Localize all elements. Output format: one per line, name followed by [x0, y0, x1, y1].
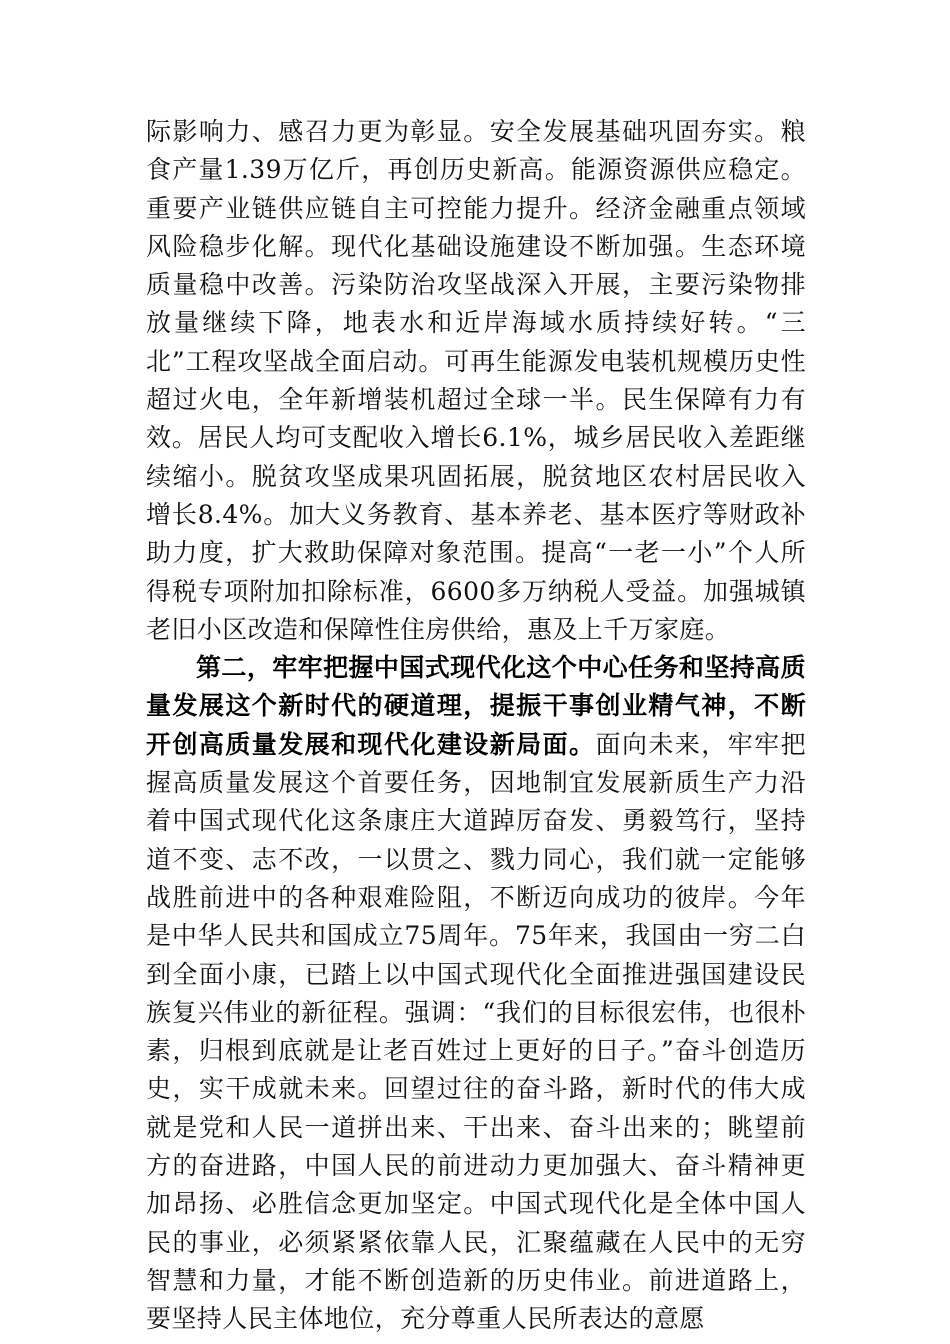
document-body [146, 113, 806, 1339]
paragraph-2-bold-lead: 第二，牢牢把握中国式现代化这个中心任务和坚持高质量发展这个新时代的硬道理，提振干事创业精气神，不断开创高质量发展和现代化建设新局面。 [146, 653, 806, 759]
paragraph-1 [146, 113, 806, 649]
paragraph-1-text: 际影响力、感召力更为彰显。安全发展基础巩固夯实。粮食产量1.39万亿斤，再创历史新高。能源资源供应稳定。重要产业链供应链自主可控能力提升。经济金融重点领域风险稳步化解。现代化基础设施建设不断加强。生态环境质量稳中改善。污染防治攻坚战深入开展，主要污染物排放量继续下降，地表水和近岸海域水质持续好转。“三北”工程攻坚战全面启动。可再生能源发电装机规模历史性超过火电，全年新增装机超过全球一半。民生保障有力有效。居民人均可支配收入增长6.1%，城乡居民收入差距继续缩小。脱贫攻坚成果巩固拓展，脱贫地区农村居民收入增长8.4%。加大义务教育、基本养老、基本医疗等财政补助力度，扩大救助保障对象范围。提高“一老一小”个人所得税专项附加扣除标准，6600多万纳税人受益。加强城镇老旧小区改造和保障性住房供给，惠及上千万家庭。 [146, 117, 806, 644]
paragraph-2 [146, 649, 806, 1338]
paragraph-2-text: 面向未来，牢牢把握高质量发展这个首要任务，因地制宜发展新质生产力沿着中国式现代化这条康庄大道踔厉奋发、勇毅笃行，坚持道不变、志不改，一以贯之、戮力同心，我们就一定能够战胜前进中的各种艰难险阻，不断迈向成功的彼岸。今年是中华人民共和国成立75周年。75年来，我国由一穷二白到全面小康，已踏上以中国式现代化全面推进强国建设民族复兴伟业的新征程。强调：“我们的目标很宏伟，也很朴素，归根到底就是让老百姓过上更好的日子。”奋斗创造历史，实干成就未来。回望过往的奋斗路，新时代的伟大成就是党和人民一道拼出来、干出来、奋斗出来的；眺望前方的奋进路，中国人民的前进动力更加强大、奋斗精神更加昂扬、必胜信念更加坚定。中国式现代化是全体中国人民的事业，必须紧紧依靠人民，汇聚蕴藏在人民中的无穷智慧和力量，才能不断创造新的历史伟业。前进道路上，要坚持人民主体地位，充分尊重人民所表达的意愿 [146, 729, 806, 1334]
